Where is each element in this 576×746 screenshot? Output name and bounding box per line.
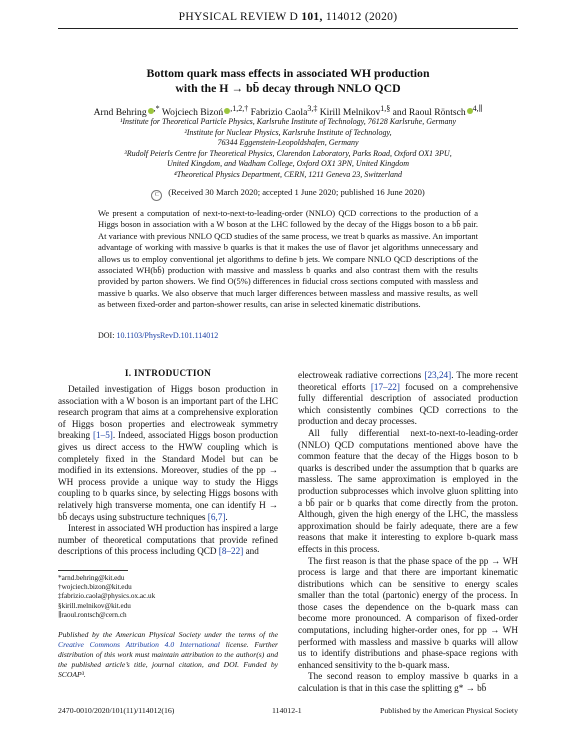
article-title — [60, 66, 516, 96]
paragraph: Interest in associated WH production has inspired a large number of theoretical computations that provide refined descriptions of this process including QCD [8–22] and — [58, 523, 278, 557]
affiliations — [60, 117, 516, 181]
footer-issn: 2470-0010/2020/101(11)/114012(16) — [58, 706, 175, 715]
license-link[interactable]: Creative Commons Attribution 4.0 International — [58, 640, 220, 649]
citation-link[interactable]: [8–22] — [218, 546, 244, 557]
paragraph: electroweak radiative corrections [23,24]. The more recent theoretical efforts [17–22] focused on a comprehensive fully differential description of associated production which consistently combines QCD corrections to the production and decay processes. — [298, 370, 518, 427]
citation-link[interactable]: [23,24] — [424, 370, 452, 380]
footer-publisher: Published by the American Physical Society — [380, 706, 518, 715]
received-dates — [60, 187, 516, 201]
affiliation: ⁴Theoretical Physics Department, CERN, 1211 Geneva 23, Switzerland — [173, 169, 403, 179]
footnote-email[interactable]: ‡fabrizio.caola@physics.ox.ac.uk — [58, 592, 156, 601]
doi-line — [98, 331, 218, 340]
footnote-email[interactable]: ∥raoul.rontsch@cern.ch — [58, 610, 127, 619]
title-line-2: with the H → bb̄ decay through NNLO QCD — [175, 81, 401, 95]
author-name[interactable]: Wojciech Bizoń — [161, 107, 224, 119]
journal-name: PHYSICAL REVIEW D — [178, 11, 299, 23]
article-number: 114012 (2020) — [322, 11, 398, 23]
running-header — [0, 11, 576, 23]
citation-link[interactable]: [1–5] — [92, 430, 113, 441]
author-name[interactable]: Arnd Behring — [93, 107, 147, 119]
doi-link[interactable]: 10.1103/PhysRevD.101.114012 — [116, 331, 219, 340]
publication-note: Published by the American Physical Society under the terms of the Creative Commons Attribution 4.0 International license. Further distribution of this work must maintain attribution to the author(s) and the published article’s title, journal citation, and DOI. Funded by SCOAP³. — [58, 630, 278, 679]
title-line-1: Bottom quark mass effects in associated WH production — [146, 66, 430, 80]
crossmark-icon[interactable]: C — [151, 190, 162, 201]
author-marks: 1,§ — [380, 104, 391, 113]
author-name[interactable]: Fabrizio Caola — [250, 107, 308, 119]
author-name[interactable]: and Raoul Röntsch — [392, 107, 466, 119]
received-text: (Received 30 March 2020; accepted 1 June 2020; published 16 June 2020) — [168, 187, 425, 197]
right-column — [298, 370, 518, 695]
footnote-email[interactable]: *arnd.behring@kit.edu — [58, 574, 125, 582]
affiliation: ²Institute for Nuclear Physics, Karlsruhe Institute of Technology, — [184, 127, 392, 137]
footer-page-number: 114012-1 — [272, 706, 302, 715]
affiliation: United Kingdom, and Wadham College, Oxford OX1 3PN, United Kingdom — [166, 159, 410, 169]
affiliation: ³Rudolf Peierls Centre for Theoretical Physics, Clarendon Laboratory, Parks Road, Oxford OX1 3PU, — [124, 148, 452, 158]
author-name[interactable]: Kirill Melnikov — [319, 107, 381, 119]
footnotes — [58, 574, 155, 620]
author-marks: ,1,2,† — [230, 104, 249, 113]
section-title: I. INTRODUCTION — [124, 368, 212, 378]
paragraph: The second reason to employ massive b quarks in a calculation is that in this case the splitting g* → bb̄ — [298, 671, 518, 694]
footnote-rule — [58, 570, 128, 571]
paragraph: Detailed investigation of Higgs boson production in association with a W boson is an important part of the LHC research program that aims at a comprehensive exploration of Higgs boson properties and electroweak symmetry breaking [1–5]. Indeed, associated Higgs boson production gives us direct access to the HWW coupling which is completely fixed in the Standard Model but can be modified in its extensions. Moreover, studies of the pp → WH process provide a unique way to study the Higgs coupling to b quarks since, by selecting Higgs bosons with relatively high transverse momenta, one can identify H → bb̄ decays using substructure techniques [6,7]. — [58, 384, 278, 522]
paragraph: All fully differential next-to-next-to-leading-order (NNLO) QCD computations mentioned above have the common feature that the decay of the Higgs boson to b quarks is described under the assumption that b quarks are massless. The same approximation is employed in the production subprocesses which involve gluon splitting into a bb̄ pair or b quarks that come directly from the proton. Although, given the high energy of the LHC, the massless approximation should be fairly adequate, there are a few reasons that make it interesting to explore b-quark mass effects in this process. — [298, 427, 518, 554]
left-column — [58, 384, 278, 558]
affiliation: 76344 Eggenstein-Leopoldshafen, Germany — [217, 138, 359, 148]
author-marks: ,* — [153, 104, 160, 113]
citation-link[interactable]: [17–22] — [370, 381, 400, 392]
citation-link[interactable]: [6,7] — [207, 511, 226, 522]
author-marks: 3,‡ — [307, 104, 318, 113]
affiliation: ¹Institute for Theoretical Particle Physics, Karlsruhe Institute of Technology, 76128 Karlsruhe, Germany — [119, 117, 456, 126]
footnote-email[interactable]: †wojciech.bizon@kit.edu — [58, 583, 132, 592]
header-rule — [58, 28, 518, 29]
footnote-email[interactable]: §kirill.melnikov@kit.edu — [58, 601, 131, 610]
abstract: We present a computation of next-to-next-to-leading-order (NNLO) QCD corrections to the production of a Higgs boson in association with a W boson at the LHC followed by the decay of the Higgs boson to a bb̄ pair. At variance with previous NNLO QCD studies of the same process, we treat b quarks as massive. An important advantage of working with massive b quarks is that it makes the use of flavor jet algorithms unnecessary and allows us to employ conventional jet algorithms to define b jets. We compare NNLO QCD descriptions of the associated WH(bb̄) production with massive and massless b quarks and also contrast them with the results provided by parton showers. We find O(5%) differences in fiducial cross sections computed with massless and massive b quarks. We also observe that much larger differences between massless and massive results, as well as between fixed-order and parton-shower results, can arise in selected kinematic distributions. — [98, 208, 478, 310]
paragraph: The first reason is that the phase space of the pp → WH process is large and that there are important kinematic distributions which can be sensitive to energy scales smaller than the total (partonic) energy of the process. In those cases the dependence on the b-quark mass can become more pronounced. A comparison of fixed-order computations, including higher-order ones, for pp → WH performed with massless and massive b quarks will allow us to identify distributions and phase-space regions with enhanced sensitivity to the b-quark mass. — [298, 555, 518, 670]
journal-volume: 101, — [301, 11, 323, 23]
author-marks: 4,∥ — [472, 104, 483, 113]
doi-label: DOI: — [98, 331, 115, 340]
